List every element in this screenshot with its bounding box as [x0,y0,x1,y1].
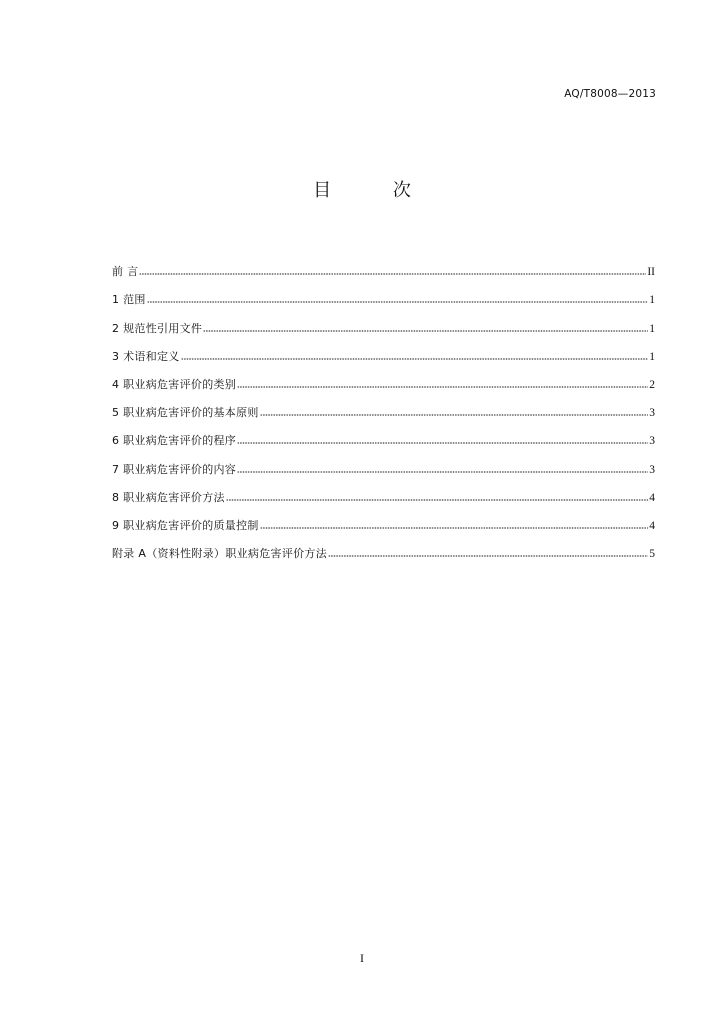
toc-entry-page: 3 [649,463,655,476]
toc-entry-page: 2 [649,378,655,391]
dot-leader [226,498,648,502]
dot-leader [203,329,648,333]
toc-entry-page: 5 [649,548,655,561]
dot-leader [139,272,646,276]
toc-entry-label: 7 职业病危害评价的内容 [112,462,237,476]
toc-entry-procedure[interactable] [112,421,655,449]
toc-entry-page: 1 [649,294,655,307]
toc-title: 目 次 [313,180,439,201]
table-of-contents [112,252,655,562]
toc-entry-terms-definitions[interactable] [112,337,655,365]
toc-entry-page: II [647,266,655,279]
dot-leader [237,441,648,445]
dot-leader [328,554,648,558]
toc-entry-basic-principles[interactable] [112,393,655,421]
toc-entry-label: 9 职业病危害评价的质量控制 [112,518,259,532]
toc-entry-evaluation-categories[interactable] [112,365,655,393]
toc-entry-page: 3 [649,407,655,420]
toc-entry-label: 8 职业病危害评价方法 [112,490,225,504]
dot-leader [260,413,649,417]
toc-entry-page: 1 [649,322,655,335]
dot-leader [181,357,649,361]
dot-leader [147,300,649,304]
toc-entry-normative-references[interactable] [112,308,655,336]
toc-entry-content[interactable] [112,449,655,477]
toc-entry-scope[interactable] [112,280,655,308]
toc-entry-label: 6 职业病危害评价的程序 [112,434,237,448]
toc-entry-label: 4 职业病危害评价的类别 [112,377,237,391]
dot-leader [237,385,648,389]
toc-entry-page: 1 [649,350,655,363]
dot-leader [260,526,649,530]
toc-entry-page: 4 [649,519,655,532]
toc-entry-label: 前 言 [112,265,139,279]
toc-entry-label: 5 职业病危害评价的基本原则 [112,406,259,420]
dot-leader [237,470,648,474]
toc-entry-quality-control[interactable] [112,506,655,534]
toc-entry-label: 附录 A（资料性附录）职业病危害评价方法 [112,547,328,561]
toc-entry-label: 1 范围 [112,293,146,307]
toc-entry-page: 3 [649,435,655,448]
toc-entry-label: 3 术语和定义 [112,349,180,363]
page-number: I [360,951,364,965]
toc-entry-label: 2 规范性引用文件 [112,321,203,335]
toc-entry-methods[interactable] [112,478,655,506]
toc-entry-page: 4 [649,491,655,504]
toc-entry-appendix-a[interactable] [112,534,655,562]
toc-entry-foreword[interactable] [112,252,655,280]
standard-code: AQ/T8008—2013 [564,88,656,100]
